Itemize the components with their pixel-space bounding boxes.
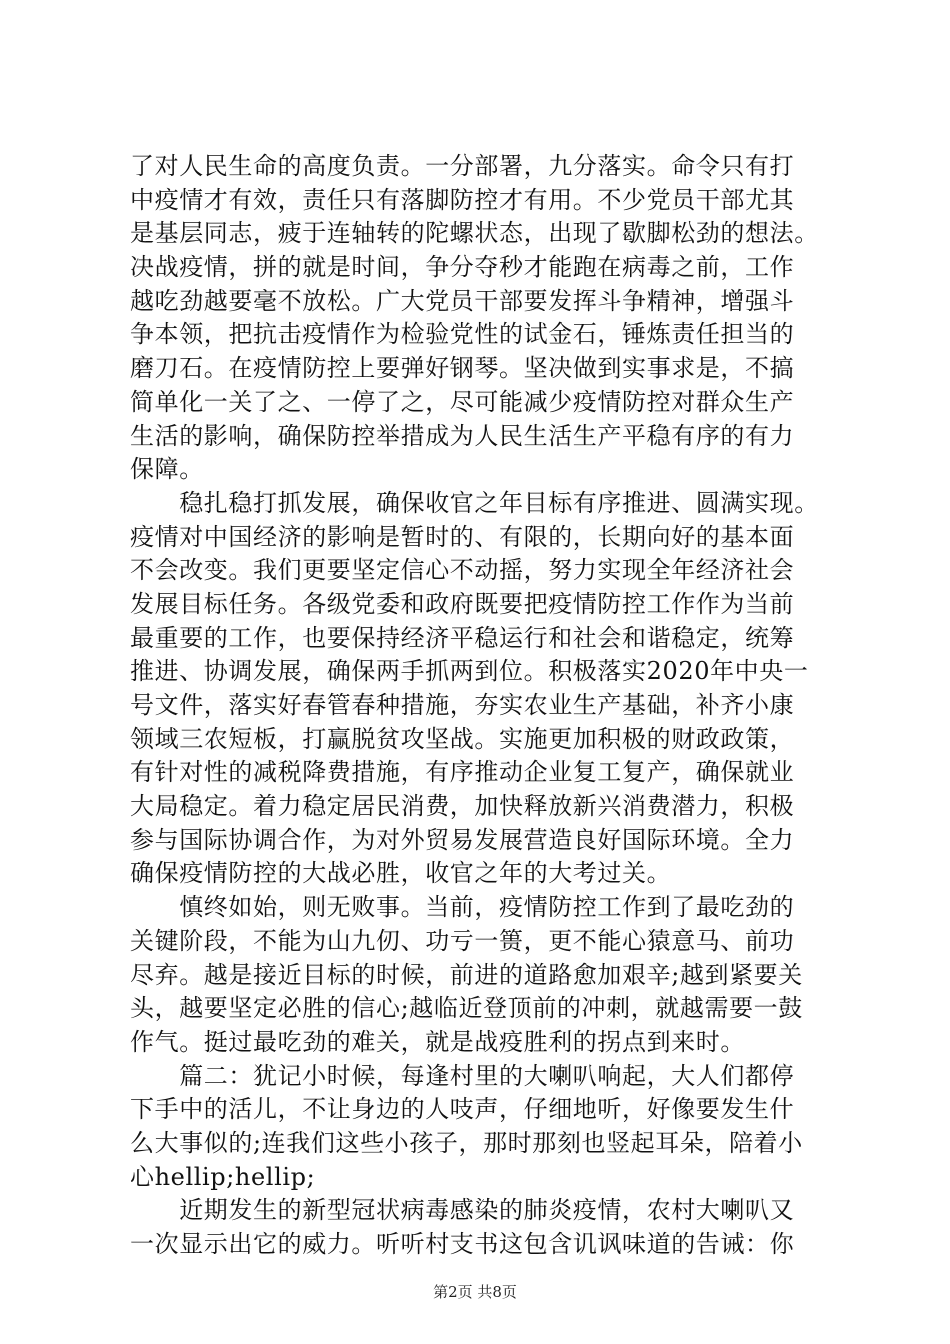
text-line: 篇二：犹记小时候，每逢村里的大喇叭响起，大人们都停 [130,1061,795,1090]
text-line: 号文件，落实好春管春种措施，夯实农业生产基础，补齐小康 [130,691,795,719]
document-body [130,150,830,1262]
text-line: 心hellip;hellip; [130,1162,316,1191]
text-line: 关键阶段，不能为山九仞、功亏一篑，更不能心猿意马、前功 [130,926,795,955]
text-line: 磨刀石。在疫情防控上要弹好钢琴。坚决做到实事求是，不搞 [130,354,795,383]
text-line: 慎终如始，则无败事。当前，疫情防控工作到了最吃劲的 [130,893,795,922]
text-line: 不会改变。我们更要坚定信心不动摇，努力实现全年经济社会 [130,556,795,585]
text-line: 最重要的工作，也要保持经济平稳运行和社会和谐稳定，统筹 [130,623,795,652]
text-line: 生活的影响，确保防控举措成为人民生活生产平稳有序的有力 [130,421,795,450]
text-line: 保障。 [130,455,204,484]
text-line: 下手中的活儿，不让身边的人吱声，仔细地听，好像要发生什 [130,1095,795,1124]
text-line: 参与国际协调合作，为对外贸易发展营造良好国际环境。全力 [130,825,795,854]
text-line: 争本领，把抗击疫情作为检验党性的试金石，锤炼责任担当的 [130,320,795,349]
text-line: 发展目标任务。各级党委和政府既要把疫情防控工作作为当前 [130,589,795,618]
text-line: 么大事似的;连我们这些小孩子，那时那刻也竖起耳朵，陪着小 [130,1128,803,1157]
text-line: 疫情对中国经济的影响是暂时的、有限的，长期向好的基本面 [130,522,795,551]
text-line: 一次显示出它的威力。听听村支书这包含讥讽味道的告诫：你 [130,1230,795,1258]
text-line: 领域三农短板，打赢脱贫攻坚战。实施更加积极的财政政策， [130,724,795,753]
text-line: 是基层同志，疲于连轴转的陀螺状态，出现了歇脚松劲的想法。 [130,219,819,248]
text-line: 越吃劲越要毫不放松。广大党员干部要发挥斗争精神，增强斗 [130,286,795,315]
text-line: 简单化一关了之、一停了之，尽可能减少疫情防控对群众生产 [130,387,795,416]
text-line: 头，越要坚定必胜的信心;越临近登顶前的冲刺，就越需要一鼓 [130,994,803,1023]
text-line: 稳扎稳打抓发展，确保收官之年目标有序推进、圆满实现。 [130,488,819,517]
page-footer: 第2页 共8页 [433,1283,517,1301]
text-line: 近期发生的新型冠状病毒感染的肺炎疫情，农村大喇叭又 [130,1196,795,1225]
text-line: 决战疫情，拼的就是时间，争分夺秒才能跑在病毒之前，工作 [130,253,795,282]
text-line: 有针对性的减税降费措施，有序推动企业复工复产，确保就业 [130,758,795,787]
text-line: 尽弃。越是接近目标的时候，前进的道路愈加艰辛;越到紧要关 [130,960,803,989]
text-line: 中疫情才有效，责任只有落脚防控才有用。不少党员干部尤其 [130,185,795,214]
text-line: 了对人民生命的高度负责。一分部署，九分落实。命令只有打 [130,152,795,180]
text-line: 确保疫情防控的大战必胜，收官之年的大考过关。 [130,859,672,888]
text-line: 作气。挺过最吃劲的难关，就是战疫胜利的拐点到来时。 [130,1027,745,1056]
text-line: 推进、协调发展，确保两手抓两到位。积极落实2020年中央一 [130,657,809,686]
text-line: 大局稳定。着力稳定居民消费，加快释放新兴消费潜力，积极 [130,792,795,821]
